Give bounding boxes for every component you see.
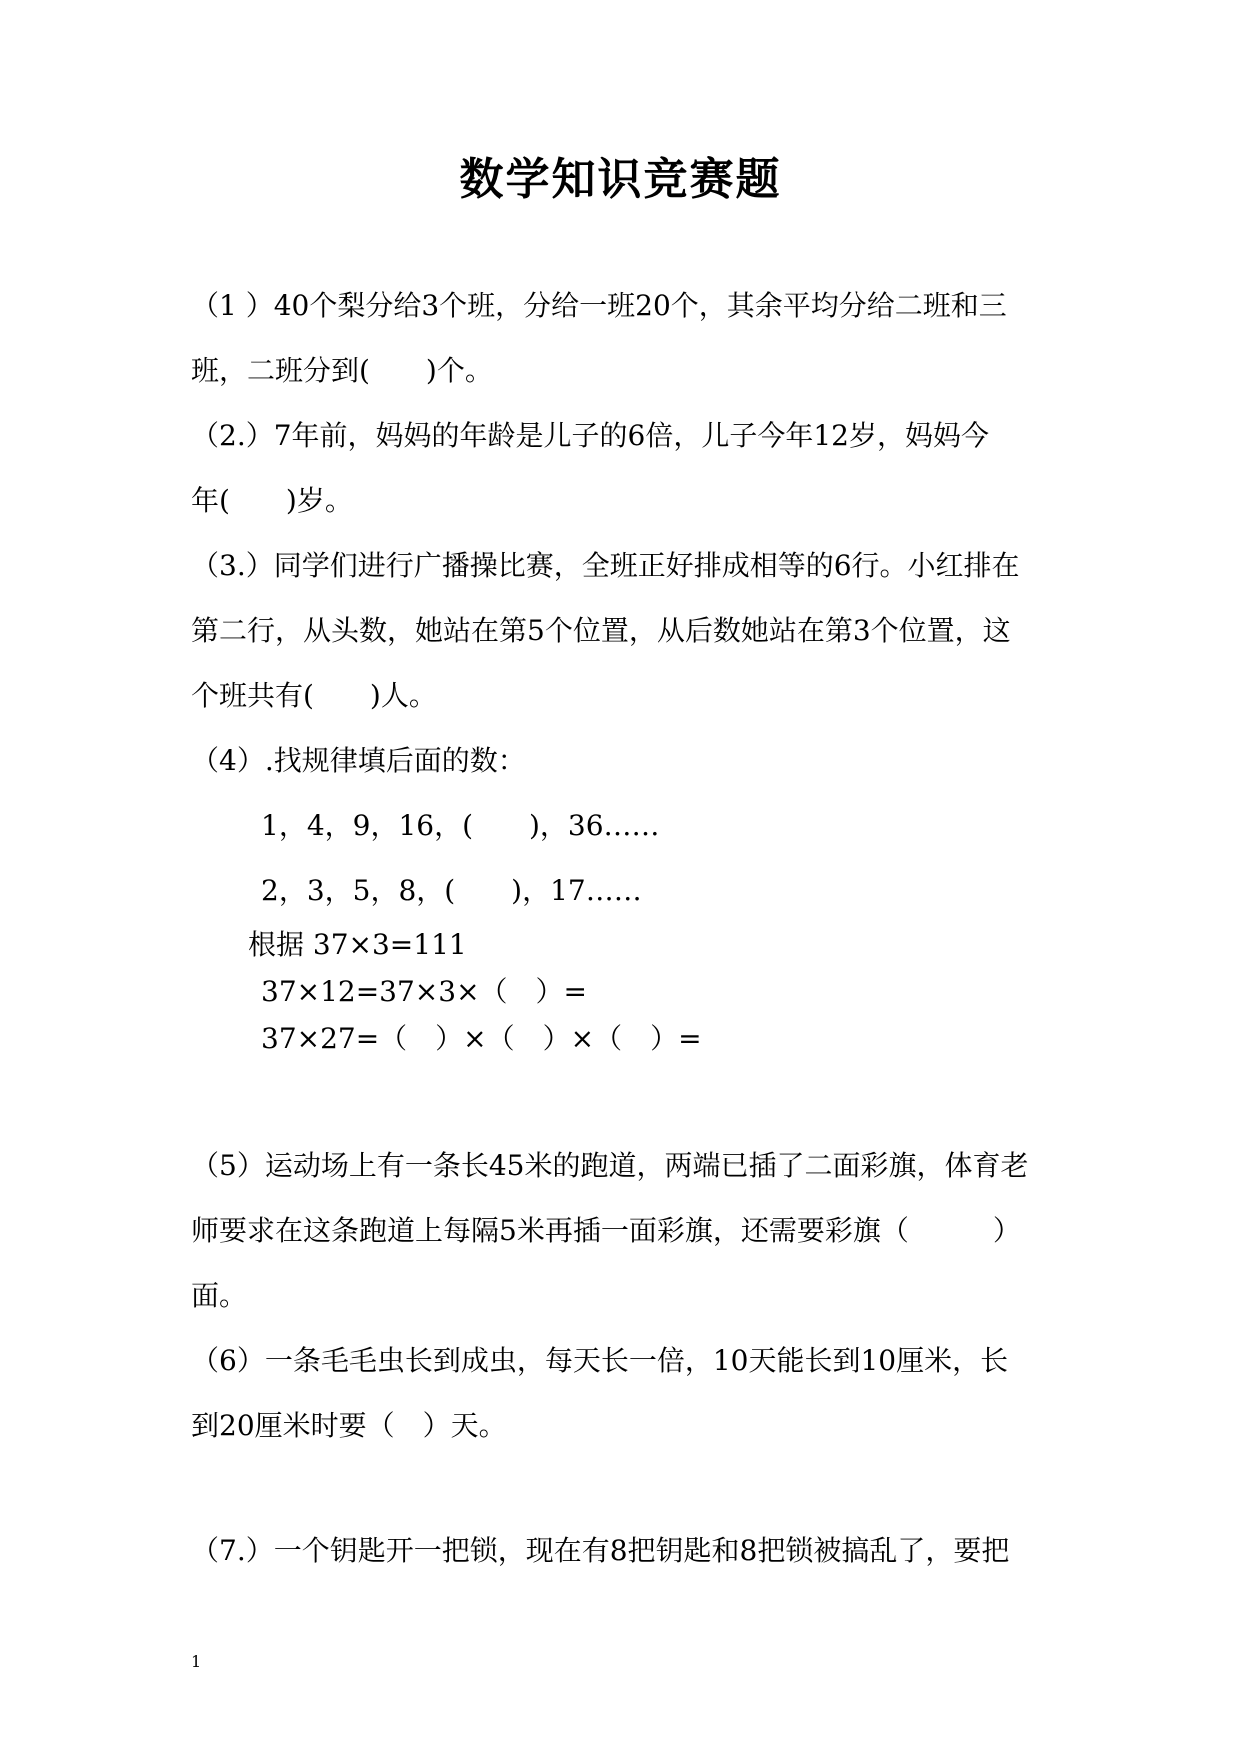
- question-5-line-2: 师要求在这条跑道上每隔5米再插一面彩旗，还需要彩旗（ ）: [191, 1214, 1021, 1247]
- question-3-line-3: 个班共有( )人。: [191, 679, 437, 712]
- multiplication-basis: 根据 37×3=111: [248, 928, 467, 961]
- question-2-line-1: （2.）7年前，妈妈的年龄是儿子的6倍，儿子今年12岁，妈妈今: [191, 419, 989, 452]
- page-number: 1: [191, 1652, 202, 1671]
- sequence-1: 1，4，9，16，( )，36……: [261, 809, 660, 842]
- question-5-line-1: （5）运动场上有一条长45米的跑道，两端已插了二面彩旗，体育老: [191, 1149, 1029, 1182]
- question-3-line-2: 第二行，从头数，她站在第5个位置，从后数她站在第3个位置，这: [191, 614, 1011, 647]
- multiplication-2: 37×27=（ ）×（ ）×（ ）=: [261, 1022, 702, 1055]
- question-3-line-1: （3.）同学们进行广播操比赛，全班正好排成相等的6行。小红排在: [191, 549, 1020, 582]
- question-7-line-1: （7.）一个钥匙开一把锁，现在有8把钥匙和8把锁被搞乱了，要把: [191, 1534, 1010, 1567]
- question-1-line-2: 班，二班分到( )个。: [191, 354, 493, 387]
- question-6-line-2: 到20厘米时要（ ）天。: [191, 1409, 507, 1442]
- question-6-line-1: （6）一条毛毛虫长到成虫，每天长一倍，10天能长到10厘米，长: [191, 1344, 1009, 1377]
- question-5-line-3: 面。: [191, 1279, 248, 1312]
- sequence-2: 2，3，5，8，( )，17……: [261, 874, 642, 907]
- page-title: 数学知识竞赛题: [459, 154, 782, 205]
- question-1-line-1: （1 ）40个梨分给3个班，分给一班20个，其余平均分给二班和三: [191, 289, 1007, 322]
- question-2-line-2: 年( )岁。: [191, 484, 353, 517]
- multiplication-1: 37×12=37×3×（ ）=: [261, 975, 588, 1008]
- question-4-heading: （4）.找规律填后面的数：: [191, 744, 526, 777]
